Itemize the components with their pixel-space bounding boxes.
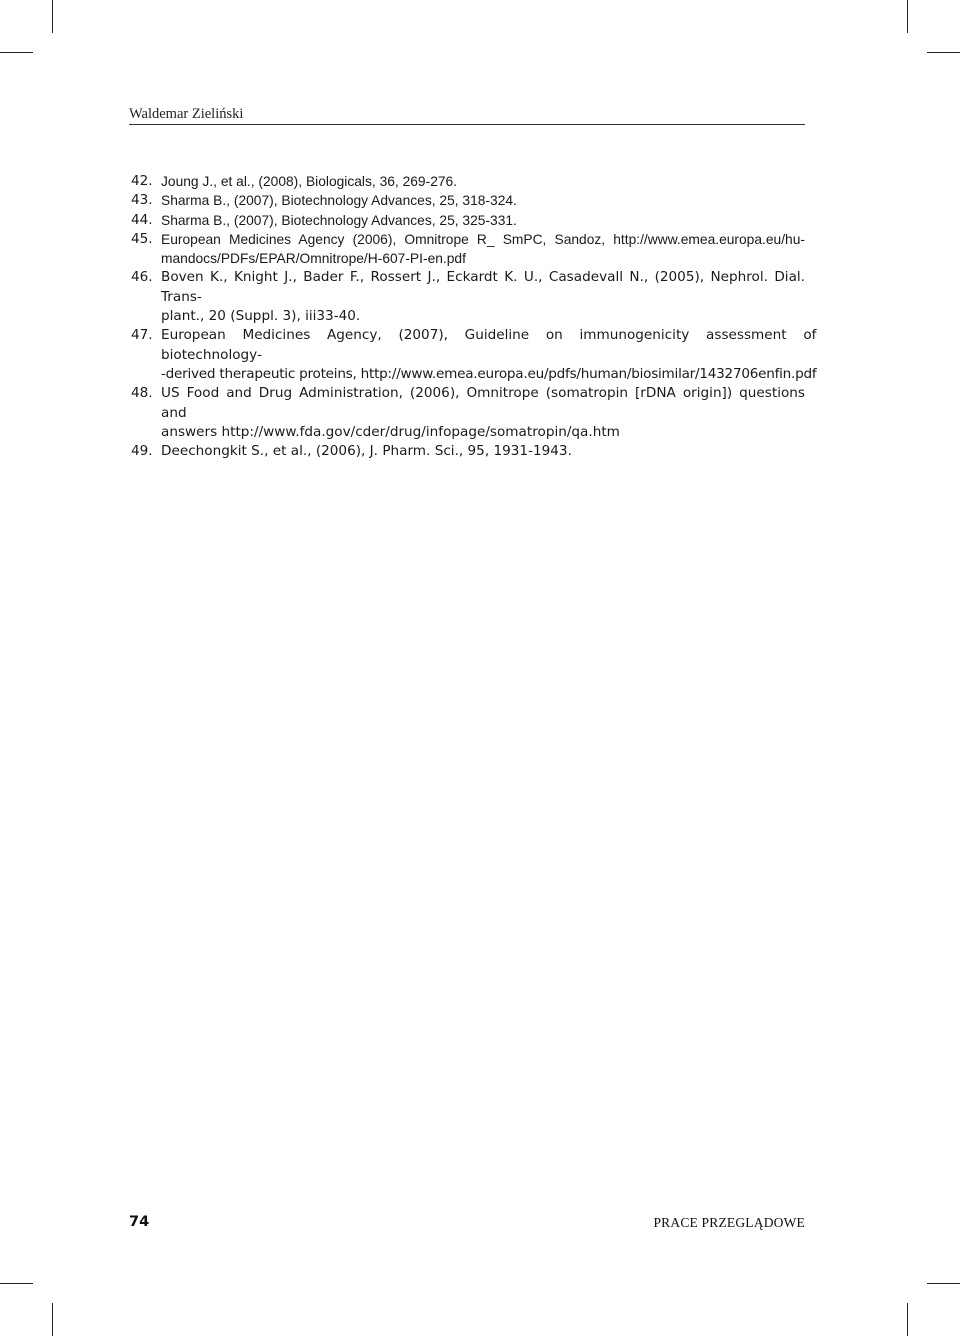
reference-text <box>161 230 805 269</box>
header-rule <box>129 124 805 125</box>
reference-number: 44. <box>131 211 153 228</box>
reference-text <box>161 211 805 230</box>
journal-section-title: PRACE PRZEGLĄDOWE <box>653 1215 805 1230</box>
crop-mark-bottom-left <box>52 1303 53 1336</box>
reference-number: 49. <box>131 443 153 460</box>
reference-line: Joung J., et al., (2008), Biologicals, 36, 269-276. <box>161 174 458 189</box>
page-number: 74 <box>129 1214 150 1230</box>
crop-mark-left-bottom <box>0 1283 33 1284</box>
reference-line: Sharma B., (2007), Biotechnology Advances, 25, 325-331. <box>161 212 517 228</box>
reference-item <box>131 211 805 230</box>
reference-line: European Medicines Agency (2006), Omnitrope R_ SmPC, Sandoz, http://www.emea.europa.eu/hu- <box>161 231 805 247</box>
reference-item <box>131 191 805 210</box>
crop-mark-top-right <box>907 0 908 33</box>
reference-text <box>161 442 805 461</box>
reference-text <box>161 172 805 191</box>
reference-text <box>161 326 816 384</box>
reference-item <box>131 384 805 442</box>
crop-mark-bottom-right <box>907 1303 908 1336</box>
reference-line: Boven K., Knight J., Bader F., Rossert J., Eckardt K. U., Casadevall N., (2005), Nephrol. Dial. Trans- <box>161 269 805 305</box>
reference-item <box>131 442 805 461</box>
reference-line: Sharma B., (2007), Biotechnology Advances, 25, 318-324. <box>161 193 517 209</box>
reference-number: 48. <box>131 385 153 402</box>
reference-line: mandocs/PDFs/EPAR/Omnitrope/H-607-PI-en.pdf <box>161 251 466 267</box>
reference-line: European Medicines Agency, (2007), Guideline on immunogenicity assessment of biotechnology- <box>161 327 817 363</box>
reference-text <box>161 191 805 210</box>
crop-mark-top-left <box>52 0 53 33</box>
running-header-author: Waldemar Zieliński <box>129 106 244 122</box>
reference-item <box>131 172 805 191</box>
reference-line: Deechongkit S., et al., (2006), J. Pharm. Sci., 95, 1931-1943. <box>161 443 572 460</box>
reference-number: 45. <box>131 230 153 247</box>
reference-line: answers http://www.fda.gov/cder/drug/infopage/somatropin/qa.htm <box>161 423 620 440</box>
crop-mark-right-bottom <box>927 1283 960 1284</box>
reference-text <box>161 268 805 326</box>
reference-text <box>161 384 805 442</box>
reference-item <box>131 230 805 269</box>
reference-item <box>131 268 805 326</box>
reference-line: -derived therapeutic proteins, http://www.emea.europa.eu/pdfs/human/biosimilar/1432706enfin.pdf <box>161 365 817 382</box>
reference-item <box>131 326 817 384</box>
reference-number: 43. <box>131 192 153 209</box>
crop-mark-right-top <box>927 52 960 53</box>
crop-mark-left-top <box>0 52 33 53</box>
reference-line: US Food and Drug Administration, (2006), Omnitrope (somatropin [rDNA origin]) questions and <box>161 385 805 421</box>
reference-number: 42. <box>131 173 153 189</box>
reference-list <box>131 172 817 461</box>
reference-number: 47. <box>131 327 153 344</box>
reference-number: 46. <box>131 269 153 286</box>
reference-line: plant., 20 (Suppl. 3), iii33-40. <box>161 308 361 325</box>
